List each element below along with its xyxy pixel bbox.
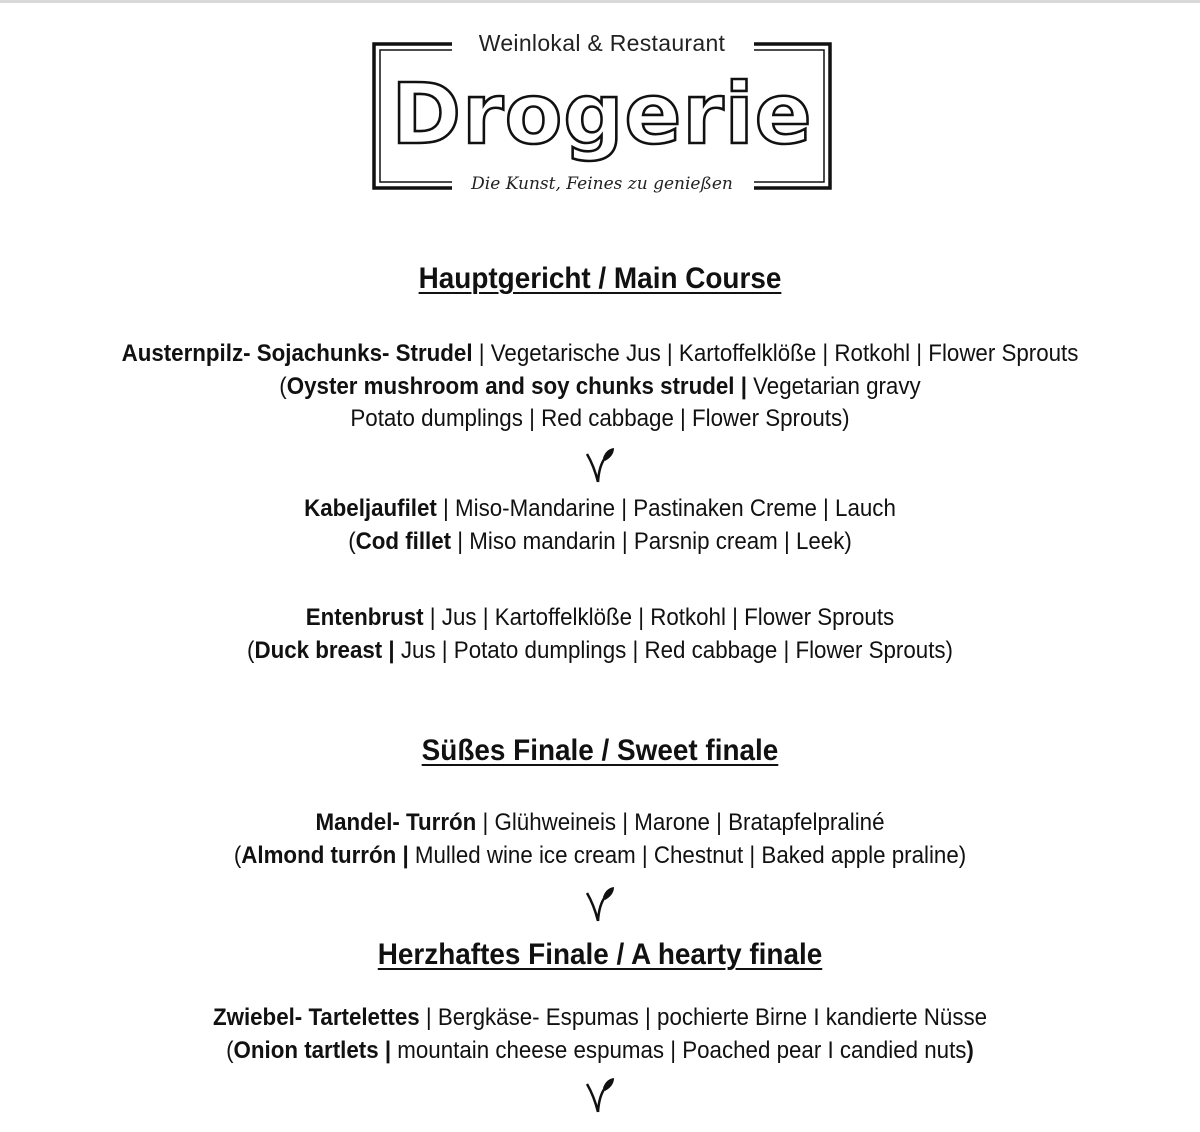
dish-line-de bbox=[42, 338, 1158, 371]
vegan-leaf-icon bbox=[0, 885, 1200, 928]
dish-details-en: Mulled wine ice cream | Chestnut | Baked apple praline) bbox=[408, 841, 967, 869]
dish-name-de: Zwiebel- Tartelettes bbox=[212, 1004, 420, 1031]
dish-line-de bbox=[42, 1002, 1158, 1035]
dish-line-en bbox=[42, 526, 1158, 559]
dish-line-en bbox=[42, 840, 1158, 873]
dish-line-en-2: Potato dumplings | Red cabbage | Flower Sprouts) bbox=[350, 405, 850, 432]
dish-name-en: Cod fillet bbox=[355, 527, 452, 555]
paren-open: ( bbox=[233, 841, 242, 869]
logo-tagline: Die Kunst, Feines zu genießen bbox=[471, 174, 733, 194]
dish-details-de: | Miso-Mandarine | Pastinaken Creme | Lauch bbox=[436, 495, 896, 522]
dish-cod bbox=[42, 493, 1158, 558]
dish-duck bbox=[42, 602, 1158, 667]
dish-turron bbox=[42, 807, 1158, 872]
dish-line-en bbox=[42, 1035, 1158, 1068]
section-heading-hearty: Herzhaftes Finale / A hearty finale bbox=[377, 938, 823, 971]
dish-name-en: Almond turrón | bbox=[241, 841, 409, 869]
paren-open: ( bbox=[226, 1036, 234, 1064]
dish-strudel bbox=[42, 338, 1158, 436]
dish-details-en: mountain cheese espumas | Poached pear I candied nuts bbox=[391, 1036, 967, 1064]
vegan-leaf-icon bbox=[0, 446, 1200, 489]
dish-name-de: Entenbrust bbox=[305, 604, 424, 631]
dish-line-de bbox=[42, 602, 1158, 635]
dish-name-en: Oyster mushroom and soy chunks strudel | bbox=[286, 372, 747, 400]
paren-open: ( bbox=[279, 372, 287, 400]
dish-name-de: Mandel- Turrón bbox=[315, 809, 477, 836]
top-border-line bbox=[0, 0, 1200, 3]
paren-open: ( bbox=[247, 636, 255, 664]
paren-close: ) bbox=[966, 1036, 974, 1064]
dish-line-en bbox=[42, 371, 1158, 404]
dish-details-de: | Bergkäse- Espumas | pochierte Birne I kandierte Nüsse bbox=[419, 1004, 988, 1031]
restaurant-logo bbox=[372, 30, 832, 195]
dish-tartelettes bbox=[42, 1002, 1158, 1067]
dish-details-en: | Miso mandarin | Parsnip cream | Leek) bbox=[451, 527, 852, 555]
dish-name-en: Onion tartlets | bbox=[233, 1036, 392, 1064]
dish-line-de bbox=[42, 493, 1158, 526]
section-heading-sweet: Süßes Finale / Sweet finale bbox=[421, 734, 779, 767]
logo-name: Drogerie bbox=[391, 65, 813, 163]
dish-name-de: Kabeljaufilet bbox=[304, 495, 437, 522]
logo-subtitle: Weinlokal & Restaurant bbox=[478, 30, 726, 56]
paren-open: ( bbox=[348, 527, 356, 555]
dish-details-en: Vegetarian gravy bbox=[746, 372, 921, 400]
dish-details-en: Jus | Potato dumplings | Red cabbage | Flower Sprouts) bbox=[394, 636, 953, 664]
dish-line-de bbox=[42, 807, 1158, 840]
section-heading-main: Hauptgericht / Main Course bbox=[418, 262, 782, 295]
dish-name-en: Duck breast | bbox=[254, 636, 395, 664]
dish-name-de: Austernpilz- Sojachunks- Strudel bbox=[121, 340, 473, 367]
dish-details-de: | Jus | Kartoffelklöße | Rotkohl | Flower Sprouts bbox=[423, 604, 895, 631]
vegan-leaf-icon bbox=[0, 1076, 1200, 1119]
dish-details-de: | Vegetarische Jus | Kartoffelklöße | Rotkohl | Flower Sprouts bbox=[472, 340, 1079, 367]
dish-line-en bbox=[42, 635, 1158, 668]
dish-details-de: | Glühweineis | Marone | Bratapfelpraliné bbox=[476, 809, 885, 836]
